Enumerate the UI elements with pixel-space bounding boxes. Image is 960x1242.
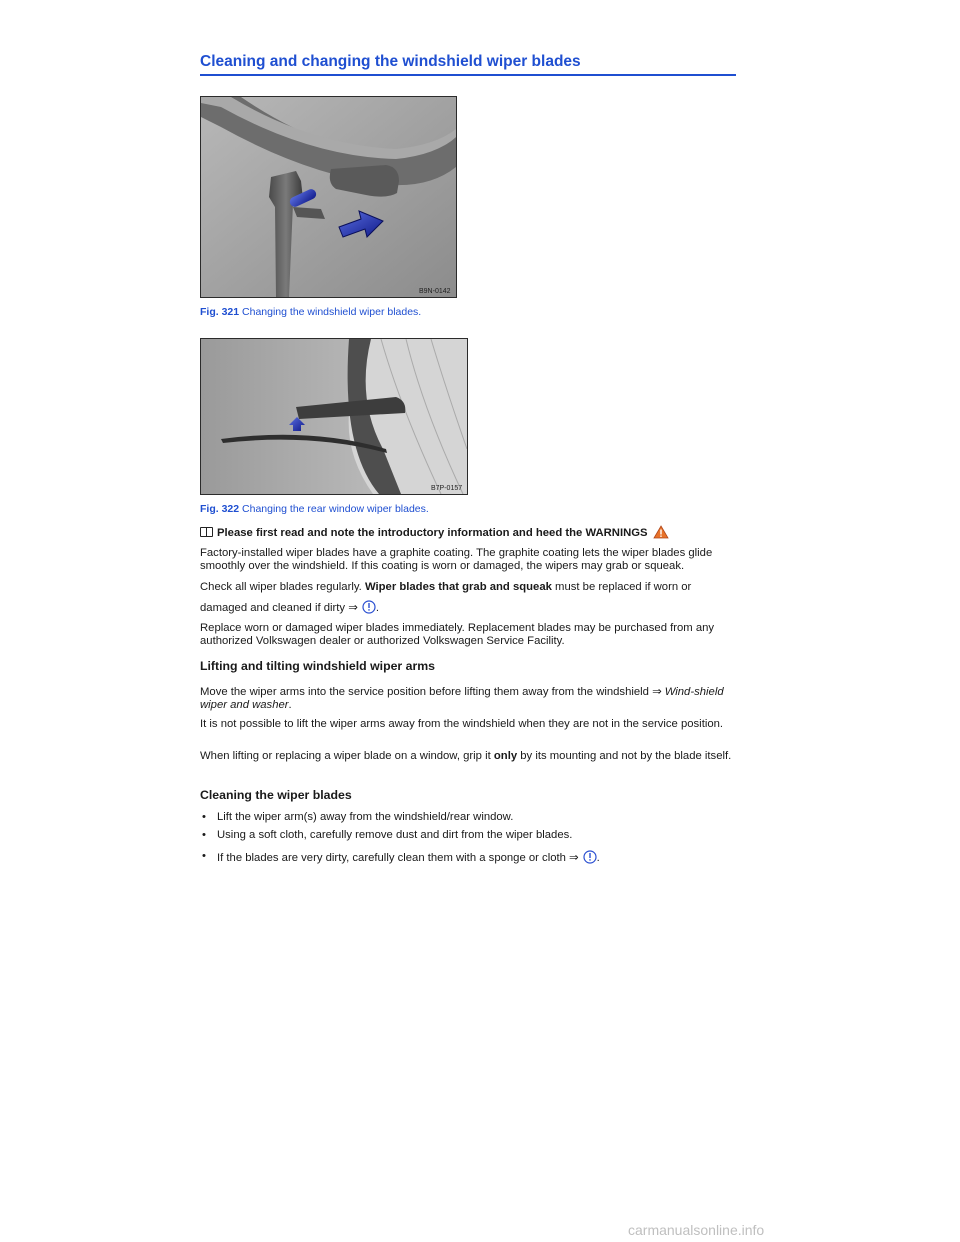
paragraph-check-end: must be replaced if worn or	[551, 581, 692, 593]
figure-caption	[200, 503, 429, 515]
watermark: carmanualsonline.info	[628, 1222, 765, 1238]
paragraph-check-bold: Wiper blades that grab and squeak	[364, 581, 552, 593]
figure-caption-text: Changing the windshield wiper blades.	[242, 306, 422, 318]
heading-cleaning: Cleaning the wiper blades	[200, 788, 352, 802]
list-item-text: Lift the wiper arm(s) away from the windshield/rear window.	[217, 811, 514, 823]
paragraph-replace: Replace worn or damaged wiper blades immediately. Replacement blades may be purchased from any authorized Volkswagen dealer or authorized Volkswagen Service Facility.	[200, 622, 715, 647]
paragraph-check-line2-text: damaged and cleaned if dirty ⇒	[200, 602, 358, 614]
paragraph-service-end: .	[288, 699, 292, 711]
warning-triangle-icon[interactable]	[653, 525, 669, 539]
list-item-text-end: .	[596, 852, 600, 864]
paragraph-graphite: Factory-installed wiper blades have a graphite coating. The graphite coating lets the wiper blades glide smoothly over the windshield. If this coating is worn or damaged, the wipers may grab or squeak.	[200, 547, 713, 572]
caution-icon[interactable]	[583, 850, 597, 864]
figure-code: B7P-0157	[431, 485, 463, 492]
intro-text: Please first read and note the introductory information and heed the WARNINGS	[217, 527, 648, 539]
rear-wiper-illustration	[201, 339, 467, 494]
book-icon	[200, 527, 213, 537]
paragraph-check	[200, 581, 736, 594]
paragraph-grip-start: When lifting or replacing a wiper blade on a window, grip it	[200, 750, 494, 762]
paragraph-grip	[200, 750, 736, 763]
list-item-text	[217, 850, 600, 864]
paragraph-grip-bold: only	[493, 750, 518, 762]
windshield-wiper-illustration	[201, 97, 456, 297]
paragraph-check-line2-end: .	[375, 602, 379, 614]
list-item-text: Using a soft cloth, carefully remove dust and dirt from the wiper blades.	[217, 829, 573, 841]
heading-lifting: Lifting and tilting windshield wiper arms	[200, 659, 436, 673]
figure-windshield-wiper	[200, 96, 457, 298]
figure-caption-text: Changing the rear window wiper blades.	[242, 503, 429, 515]
cross-reference-link[interactable]: Wind-shield wiper and washer	[200, 686, 724, 711]
paragraph-not-possible: It is not possible to lift the wiper arms away from the windshield when they are not in the service position.	[200, 718, 724, 730]
intro-notice	[200, 525, 736, 540]
figure-code: B9N-0142	[419, 288, 451, 295]
paragraph-check-start: Check all wiper blades regularly.	[200, 581, 365, 593]
page-title: Cleaning and changing the windshield wiper blades	[200, 53, 736, 76]
list-item-text-main: If the blades are very dirty, carefully clean them with a sponge or cloth ⇒	[217, 852, 579, 864]
bullet-dot: •	[202, 829, 206, 841]
paragraph-service-position	[200, 686, 736, 712]
figure-caption	[200, 306, 421, 318]
bullet-dot: •	[202, 850, 206, 862]
figure-label: Fig. 321	[200, 306, 240, 318]
bullet-dot: •	[202, 811, 206, 823]
paragraph-service-start: Move the wiper arms into the service position before lifting them away from the windshield ⇒	[200, 686, 665, 698]
figure-rear-wiper	[200, 338, 468, 495]
paragraph-grip-end: by its mounting and not by the blade itself.	[517, 750, 732, 762]
figure-label: Fig. 322	[200, 503, 240, 515]
paragraph-check-line2	[200, 600, 736, 615]
caution-icon[interactable]	[362, 600, 376, 614]
